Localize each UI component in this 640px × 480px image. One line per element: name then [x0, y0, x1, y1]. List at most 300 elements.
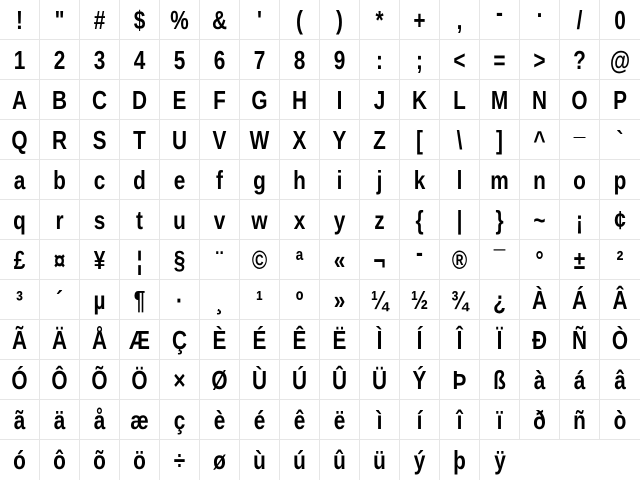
glyph-cell — [280, 200, 320, 240]
glyph: / — [576, 5, 583, 35]
glyph-cell — [80, 160, 120, 200]
glyph: t — [136, 205, 143, 235]
glyph: > — [533, 45, 546, 75]
glyph: x — [293, 205, 306, 235]
glyph: ] — [496, 125, 503, 155]
glyph: Q — [11, 125, 28, 155]
glyph: n — [533, 165, 546, 195]
glyph: þ — [453, 445, 466, 475]
glyph-cell — [280, 360, 320, 400]
glyph: ß — [493, 365, 506, 395]
glyph-cell — [40, 80, 80, 120]
glyph: ! — [16, 5, 23, 35]
glyph-cell — [520, 240, 560, 280]
glyph: f — [216, 165, 223, 195]
glyph-cell — [400, 0, 440, 40]
glyph-cell — [480, 240, 520, 280]
glyph-cell — [80, 360, 120, 400]
glyph-cell — [0, 200, 40, 240]
glyph: @ — [609, 45, 631, 75]
glyph: m — [490, 165, 509, 195]
glyph-cell — [320, 80, 360, 120]
glyph-cell — [320, 240, 360, 280]
glyph-cell — [360, 360, 400, 400]
glyph: ü — [373, 445, 386, 475]
glyph-cell — [0, 40, 40, 80]
glyph: 2 — [53, 45, 66, 75]
glyph-cell — [40, 200, 80, 240]
glyph: R — [51, 125, 68, 155]
glyph-cell — [200, 80, 240, 120]
glyph-cell — [440, 360, 480, 400]
glyph-cell — [240, 400, 280, 440]
glyph-cell — [240, 80, 280, 120]
glyph: j — [376, 165, 383, 195]
glyph-cell — [400, 120, 440, 160]
glyph: Þ — [452, 365, 467, 395]
glyph-cell — [400, 360, 440, 400]
glyph-cell — [80, 400, 120, 440]
glyph: " — [54, 5, 65, 35]
glyph: 0 — [614, 5, 626, 35]
glyph-cell — [200, 240, 240, 280]
glyph — [604, 440, 636, 480]
glyph-cell — [320, 120, 360, 160]
glyph-cell — [360, 80, 400, 120]
glyph: ½ — [410, 285, 429, 315]
glyph-cell — [600, 240, 640, 280]
glyph-cell — [320, 400, 360, 440]
glyph-cell — [600, 40, 640, 80]
empty-cell — [600, 440, 640, 480]
glyph: r — [55, 205, 64, 235]
glyph: ¼ — [370, 285, 389, 315]
glyph-cell — [600, 200, 640, 240]
glyph-cell — [520, 80, 560, 120]
glyph: ì — [376, 405, 383, 435]
glyph: £ — [13, 245, 26, 275]
glyph: Ñ — [571, 325, 588, 355]
glyph-cell — [120, 240, 160, 280]
glyph-cell — [320, 280, 360, 320]
glyph-cell — [120, 40, 160, 80]
glyph-cell — [480, 120, 520, 160]
glyph: ¤ — [53, 245, 66, 275]
glyph: ~ — [533, 205, 546, 235]
glyph: L — [453, 85, 466, 115]
glyph-cell — [520, 400, 560, 440]
glyph-cell — [600, 80, 640, 120]
glyph: V — [212, 125, 227, 155]
glyph-cell — [80, 320, 120, 360]
glyph: í — [416, 405, 423, 435]
glyph: á — [573, 365, 586, 395]
glyph: p — [613, 165, 627, 195]
glyph: P — [613, 85, 627, 115]
glyph: ' — [257, 5, 262, 35]
glyph: Û — [331, 365, 348, 395]
glyph: U — [171, 125, 188, 155]
glyph: ú — [293, 445, 306, 475]
glyph: Ï — [496, 325, 503, 355]
glyph-cell — [440, 80, 480, 120]
glyph: î — [456, 405, 463, 435]
glyph-cell — [560, 400, 600, 440]
glyph: 7 — [253, 45, 266, 75]
glyph: ² — [616, 245, 624, 275]
glyph: ¯ — [493, 245, 506, 275]
glyph-cell — [560, 280, 600, 320]
glyph-cell — [520, 160, 560, 200]
glyph: Ë — [332, 325, 347, 355]
glyph-cell — [280, 80, 320, 120]
glyph-cell — [0, 360, 40, 400]
glyph-cell — [440, 40, 480, 80]
glyph: [ — [416, 125, 423, 155]
glyph-cell — [200, 200, 240, 240]
glyph-cell — [520, 0, 560, 40]
glyph-cell — [200, 280, 240, 320]
glyph: ; — [416, 45, 423, 75]
glyph: h — [293, 165, 306, 195]
glyph: ¹ — [256, 285, 263, 315]
glyph-cell — [280, 240, 320, 280]
glyph: i — [336, 165, 343, 195]
glyph-cell — [520, 360, 560, 400]
glyph-cell — [320, 0, 360, 40]
glyph: Ò — [611, 325, 629, 355]
glyph-cell — [400, 280, 440, 320]
glyph: N — [531, 85, 548, 115]
glyph-cell — [120, 360, 160, 400]
glyph: u — [173, 205, 186, 235]
glyph: ö — [133, 445, 146, 475]
glyph-cell — [160, 240, 200, 280]
glyph: Ü — [371, 365, 388, 395]
glyph: o — [573, 165, 586, 195]
glyph-cell — [560, 40, 600, 80]
glyph: ø — [213, 445, 226, 475]
glyph-cell — [360, 160, 400, 200]
glyph: µ — [93, 285, 106, 315]
glyph-cell — [240, 360, 280, 400]
glyph-cell — [0, 320, 40, 360]
glyph-cell — [240, 240, 280, 280]
glyph: Ê — [292, 325, 307, 355]
glyph: = — [493, 45, 506, 75]
glyph: ë — [333, 405, 346, 435]
glyph: ^ — [533, 125, 546, 155]
glyph-cell — [400, 400, 440, 440]
glyph: Ð — [531, 325, 548, 355]
glyph-cell — [480, 360, 520, 400]
glyph-cell — [440, 200, 480, 240]
glyph-cell — [280, 440, 320, 480]
glyph-cell — [280, 280, 320, 320]
glyph-cell — [0, 440, 40, 480]
glyph-cell — [240, 120, 280, 160]
glyph-cell — [480, 40, 520, 80]
glyph-cell — [560, 111, 600, 160]
glyph-cell — [480, 200, 520, 240]
glyph-cell — [480, 320, 520, 360]
glyph-cell — [40, 160, 80, 200]
glyph: å — [93, 405, 106, 435]
glyph-cell — [80, 80, 120, 120]
glyph: } — [495, 205, 504, 235]
glyph: ª — [295, 245, 304, 275]
glyph: ó — [13, 445, 26, 475]
glyph-cell — [120, 0, 160, 40]
glyph-cell — [0, 400, 40, 440]
glyph: { — [415, 205, 424, 235]
glyph: 5 — [173, 45, 186, 75]
glyph-cell — [560, 200, 600, 240]
glyph: & — [211, 5, 228, 35]
glyph-cell — [160, 280, 200, 320]
glyph: À — [531, 285, 548, 315]
glyph: ¸ — [216, 285, 223, 315]
glyph: J — [373, 85, 386, 115]
glyph: | — [456, 205, 463, 235]
glyph-cell — [480, 0, 520, 40]
glyph-cell — [160, 320, 200, 360]
glyph: D — [131, 85, 148, 115]
glyph: ¨ — [216, 245, 223, 275]
glyph: © — [251, 245, 268, 275]
glyph: 4 — [133, 45, 146, 75]
glyph: g — [253, 165, 266, 195]
glyph-cell — [120, 200, 160, 240]
glyph-cell — [360, 400, 400, 440]
glyph-cell — [480, 400, 520, 440]
glyph: ð — [533, 405, 546, 435]
glyph-cell — [40, 440, 80, 480]
glyph-cell — [400, 440, 440, 480]
glyph: é — [253, 405, 266, 435]
glyph: . — [536, 0, 543, 23]
glyph-cell — [80, 200, 120, 240]
glyph-cell — [160, 120, 200, 160]
glyph: B — [51, 85, 68, 115]
glyph: F — [213, 85, 226, 115]
glyph-cell — [0, 280, 40, 320]
glyph: C — [91, 85, 108, 115]
glyph: Í — [416, 325, 423, 355]
glyph-cell — [160, 200, 200, 240]
glyph: ( — [296, 5, 303, 35]
glyph: K — [411, 85, 428, 115]
glyph-cell — [440, 120, 480, 160]
glyph-cell — [600, 280, 640, 320]
glyph-cell — [160, 360, 200, 400]
glyph: ê — [293, 405, 306, 435]
glyph: à — [533, 365, 546, 395]
glyph: ® — [451, 245, 468, 275]
glyph-cell — [40, 40, 80, 80]
glyph-cell — [80, 40, 120, 80]
glyph: 9 — [333, 45, 346, 75]
glyph-cell — [200, 360, 240, 400]
glyph-cell — [200, 0, 240, 40]
glyph: ô — [53, 445, 66, 475]
glyph: · — [176, 285, 183, 315]
glyph-cell — [40, 320, 80, 360]
glyph-cell — [160, 440, 200, 480]
glyph: ` — [616, 125, 624, 155]
glyph-cell — [440, 440, 480, 480]
glyph-cell — [600, 360, 640, 400]
glyph-cell — [400, 40, 440, 80]
glyph-cell — [360, 200, 400, 240]
glyph: O — [571, 85, 588, 115]
glyph: z — [374, 205, 385, 235]
glyph: $ — [133, 5, 146, 35]
glyph: W — [249, 125, 270, 155]
glyph-cell — [520, 40, 560, 80]
glyph: S — [92, 125, 107, 155]
glyph-cell — [600, 120, 640, 160]
glyph: ¿ — [493, 285, 506, 315]
glyph-cell — [560, 240, 600, 280]
glyph: H — [291, 85, 308, 115]
glyph: º — [295, 285, 304, 315]
glyph: ï — [496, 405, 503, 435]
glyph-cell — [80, 440, 120, 480]
glyph-cell — [560, 360, 600, 400]
glyph-cell — [160, 40, 200, 80]
glyph-cell — [200, 320, 240, 360]
glyph: ù — [253, 445, 266, 475]
glyph: æ — [130, 405, 149, 435]
glyph: õ — [93, 445, 106, 475]
glyph: ¦ — [136, 245, 143, 275]
glyph: - — [496, 0, 503, 27]
glyph: ÷ — [173, 445, 186, 475]
glyph-cell — [360, 280, 400, 320]
glyph: É — [252, 325, 267, 355]
glyph-cell — [160, 80, 200, 120]
glyph: e — [173, 165, 186, 195]
glyph — [564, 440, 596, 480]
glyph: Ý — [412, 365, 427, 395]
glyph: ° — [535, 245, 544, 275]
glyph-cell — [440, 320, 480, 360]
glyph-cell — [120, 160, 160, 200]
glyph-cell — [320, 200, 360, 240]
glyph-cell — [400, 160, 440, 200]
glyph-cell — [280, 120, 320, 160]
glyph-cell — [600, 400, 640, 440]
glyph: « — [333, 245, 346, 275]
glyph-cell — [600, 160, 640, 200]
glyph-cell — [440, 240, 480, 280]
glyph: ? — [573, 45, 586, 75]
glyph-cell — [120, 80, 160, 120]
glyph-cell — [560, 320, 600, 360]
glyph-cell — [440, 400, 480, 440]
glyph: Ó — [11, 365, 28, 395]
glyph: è — [213, 405, 226, 435]
glyph: * — [375, 5, 384, 35]
glyph-cell — [240, 320, 280, 360]
glyph: Ú — [291, 365, 308, 395]
glyph-cell — [440, 160, 480, 200]
glyph-cell — [280, 0, 320, 40]
glyph: Z — [373, 125, 386, 155]
glyph: § — [173, 245, 186, 275]
glyph-cell — [120, 120, 160, 160]
glyph: M — [490, 85, 509, 115]
glyph-cell — [0, 80, 40, 120]
glyph-cell — [80, 0, 120, 40]
glyph: _ — [573, 111, 586, 141]
glyph-cell — [120, 320, 160, 360]
glyph: Â — [612, 285, 628, 315]
glyph-cell — [560, 160, 600, 200]
glyph-cell — [80, 280, 120, 320]
glyph: , — [456, 5, 463, 35]
glyph-cell — [280, 400, 320, 440]
glyph: ¶ — [133, 285, 146, 315]
glyph-cell — [480, 80, 520, 120]
glyph-cell — [240, 160, 280, 200]
glyph: % — [170, 5, 189, 35]
glyph-cell — [520, 320, 560, 360]
glyph: G — [251, 85, 268, 115]
glyph-cell — [40, 400, 80, 440]
glyph: ñ — [573, 405, 586, 435]
glyph-cell — [40, 0, 80, 40]
glyph-cell — [520, 280, 560, 320]
glyph-cell — [440, 0, 480, 40]
glyph-cell — [200, 400, 240, 440]
glyph: a — [13, 165, 26, 195]
glyph: ¾ — [450, 285, 469, 315]
glyph-cell — [200, 440, 240, 480]
glyph: Ô — [51, 365, 68, 395]
glyph-cell — [360, 240, 400, 280]
glyph: Ä — [51, 325, 68, 355]
glyph: Ö — [131, 365, 148, 395]
glyph-cell — [360, 120, 400, 160]
glyph-cell — [320, 40, 360, 80]
glyph: X — [292, 125, 307, 155]
glyph: × — [173, 365, 186, 395]
glyph: 6 — [213, 45, 226, 75]
glyph: 8 — [293, 45, 306, 75]
glyph: ã — [13, 405, 26, 435]
glyph-cell — [600, 0, 640, 40]
glyph: # — [93, 5, 106, 35]
glyph-cell — [400, 237, 440, 280]
glyph: I — [336, 85, 343, 115]
glyph: ò — [613, 405, 627, 435]
glyph: ¥ — [93, 245, 106, 275]
glyph-cell — [480, 160, 520, 200]
glyph-cell — [80, 120, 120, 160]
glyph: û — [333, 445, 346, 475]
glyph-cell — [240, 280, 280, 320]
glyph: Ø — [211, 365, 228, 395]
glyph: \ — [456, 125, 463, 155]
glyph: + — [413, 5, 426, 35]
glyph: â — [614, 365, 626, 395]
glyph: ¡ — [576, 205, 583, 235]
glyph: ) — [336, 5, 343, 35]
glyph: b — [53, 165, 66, 195]
glyph: 1 — [13, 45, 26, 75]
